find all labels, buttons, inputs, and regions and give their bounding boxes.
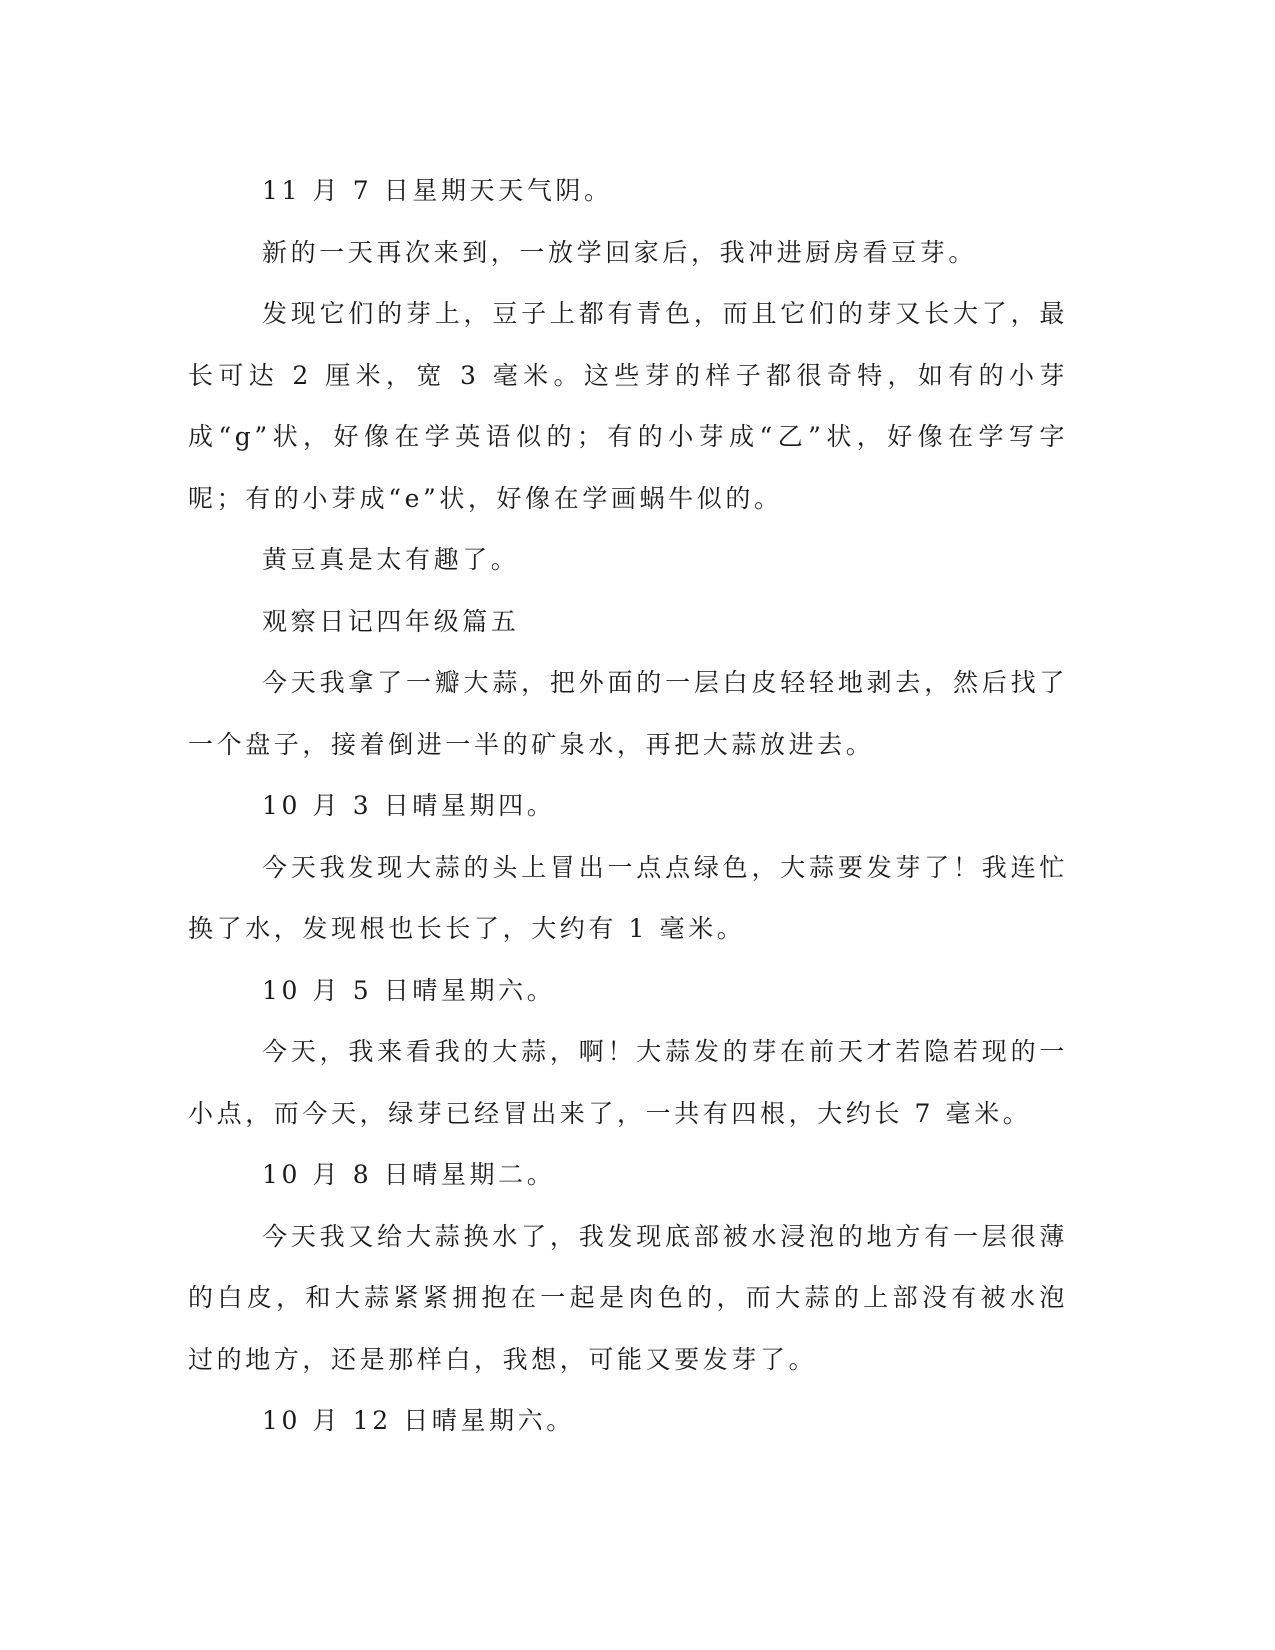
diary-date-oct8: 10 月 8 日晴星期二。 (262, 1160, 556, 1189)
diary-date-oct12: 10 月 12 日晴星期六。 (262, 1406, 575, 1435)
paragraph-garlic-skin: 今天我又给大蒜换水了，我发现底部被水浸泡的地方有一层很薄的白皮，和大蒜紧紧拥抱在一起是肉色的，而大蒜的上部没有被水泡过的地方，还是那样白，我想，可能又要发芽了。 (188, 1221, 1068, 1374)
document-page (188, 160, 1068, 1452)
paragraph-sprout-shapes: 发现它们的芽上，豆子上都有青色，而且它们的芽又长大了，最长可达 2 厘米，宽 3 毫米。这些芽的样子都很奇特，如有的小芽成“g”状，好像在学英语似的；有的小芽成“乙”状，好像在学写字呢；有的小芽成“e”状，好像在学画蜗牛似的。 (188, 299, 1068, 513)
diary-date-oct5: 10 月 5 日晴星期六。 (262, 975, 556, 1005)
section-title-part-five: 观察日记四年级篇五 (262, 606, 520, 636)
paragraph-soybean-fun: 黄豆真是太有趣了。 (262, 545, 520, 574)
diary-date-nov7: 11 月 7 日星期天天气阴。 (262, 176, 613, 205)
paragraph-garlic-sprouts: 今天，我来看我的大蒜，啊！大蒜发的芽在前天才若隐若现的一小点，而今天，绿芽已经冒出来了，一共有四根，大约长 7 毫米。 (188, 1037, 1068, 1128)
paragraph-after-school: 新的一天再次来到，一放学回家后，我冲进厨房看豆芽。 (262, 237, 978, 267)
paragraph-garlic-green: 今天我发现大蒜的头上冒出一点点绿色，大蒜要发芽了！我连忙换了水，发现根也长长了，大约有 1 毫米。 (188, 852, 1068, 943)
diary-date-oct3: 10 月 3 日晴星期四。 (262, 791, 556, 820)
paragraph-garlic-setup: 今天我拿了一瓣大蒜，把外面的一层白皮轻轻地剥去，然后找了一个盘子，接着倒进一半的矿泉水，再把大蒜放进去。 (188, 668, 1068, 759)
